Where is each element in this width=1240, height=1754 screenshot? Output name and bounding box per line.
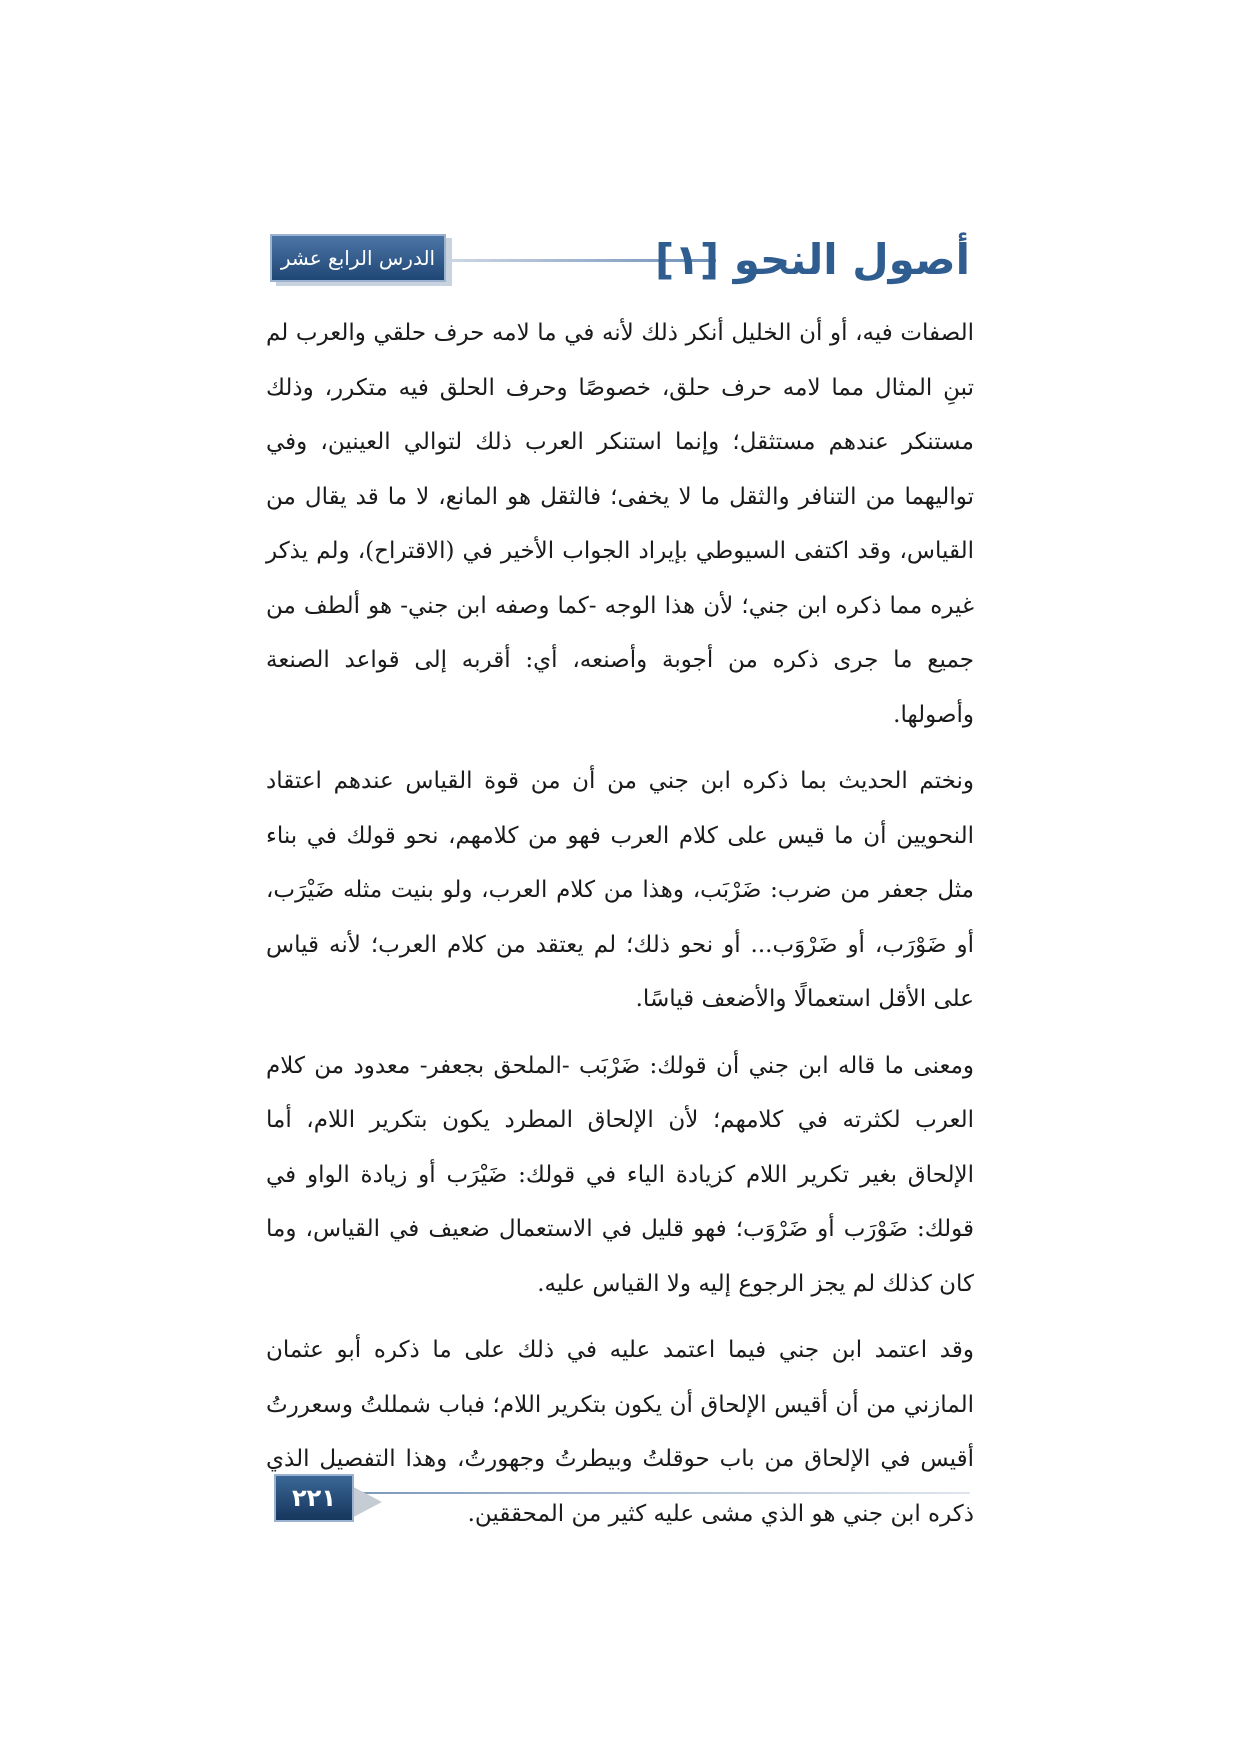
page-body xyxy=(266,306,974,1553)
page-header xyxy=(270,232,970,288)
book-title: أصول النحو [١] xyxy=(655,235,970,284)
paragraph-4: وقد اعتمد ابن جني فيما اعتمد عليه في ذلك على ما ذكره أبو عثمان المازني من أن أقيس الإلحاق أن يكون بتكرير اللام؛ فباب شمللتُ وسعررتُ أقيس في الإلحاق من باب حوقلتُ وبيطرتُ وجهورتُ، وهذا التفصيل الذي ذكره ابن جني هو الذي مشى عليه كثير من المحققين. xyxy=(266,1337,974,1527)
paragraph-1: الصفات فيه، أو أن الخليل أنكر ذلك لأنه في ما لامه حرف حلقي والعرب لم تبنِ المثال مما لامه حرف حلق، خصوصًا وحرف الحلق فيه متكرر، وذلك مستنكر عندهم مستثقل؛ وإنما استنكر العرب ذلك لتوالي العينين، وفي تواليهما من التنافر والثقل ما لا يخفى؛ فالثقل هو المانع، لا ما قد يقال من القياس، وقد اكتفى السيوطي بإيراد الجواب الأخير في (الاقتراح)، ولم يذكر غيره مما ذكره ابن جني؛ لأن هذا الوجه -كما وصفه ابن جني- هو ألطف من جميع ما جرى ذكره من أجوبة وأصنعه، أي: أقربه إلى قواعد الصنعة وأصولها. xyxy=(266,320,974,728)
paragraph-3: ومعنى ما قاله ابن جني أن قولك: ضَرْبَب -الملحق بجعفر- معدود من كلام العرب لكثرته في كلامهم؛ لأن الإلحاق المطرد يكون بتكرير اللام، أما الإلحاق بغير تكرير اللام كزيادة الياء في قولك: ضَيْرَب أو زيادة الواو في قولك: ضَوْرَب أو ضَرْوَب؛ فهو قليل في الاستعمال ضعيف في القياس، وما كان كذلك لم يجز الرجوع إليه ولا القياس عليه. xyxy=(266,1052,974,1297)
paragraph-2: ونختم الحديث بما ذكره ابن جني من أن من قوة القياس عندهم اعتقاد النحويين أن ما قيس على كلام العرب فهو من كلامهم، نحو قولك في بناء مثل جعفر من ضرب: ضَرْبَب، وهذا من كلام العرب، ولو بنيت مثله ضَيْرَب، أو ضَوْرَب، أو ضَرْوَب... أو نحو ذلك؛ لم يعتقد من كلام العرب؛ لأنه قياس على الأقل استعمالًا والأضعف قياسًا. xyxy=(266,768,974,1012)
page-number: ٢٢١ xyxy=(274,1474,354,1522)
footer-divider xyxy=(354,1492,970,1494)
lesson-label: الدرس الرابع عشر xyxy=(280,246,436,270)
page-footer xyxy=(274,1474,970,1526)
lesson-badge xyxy=(270,234,446,282)
